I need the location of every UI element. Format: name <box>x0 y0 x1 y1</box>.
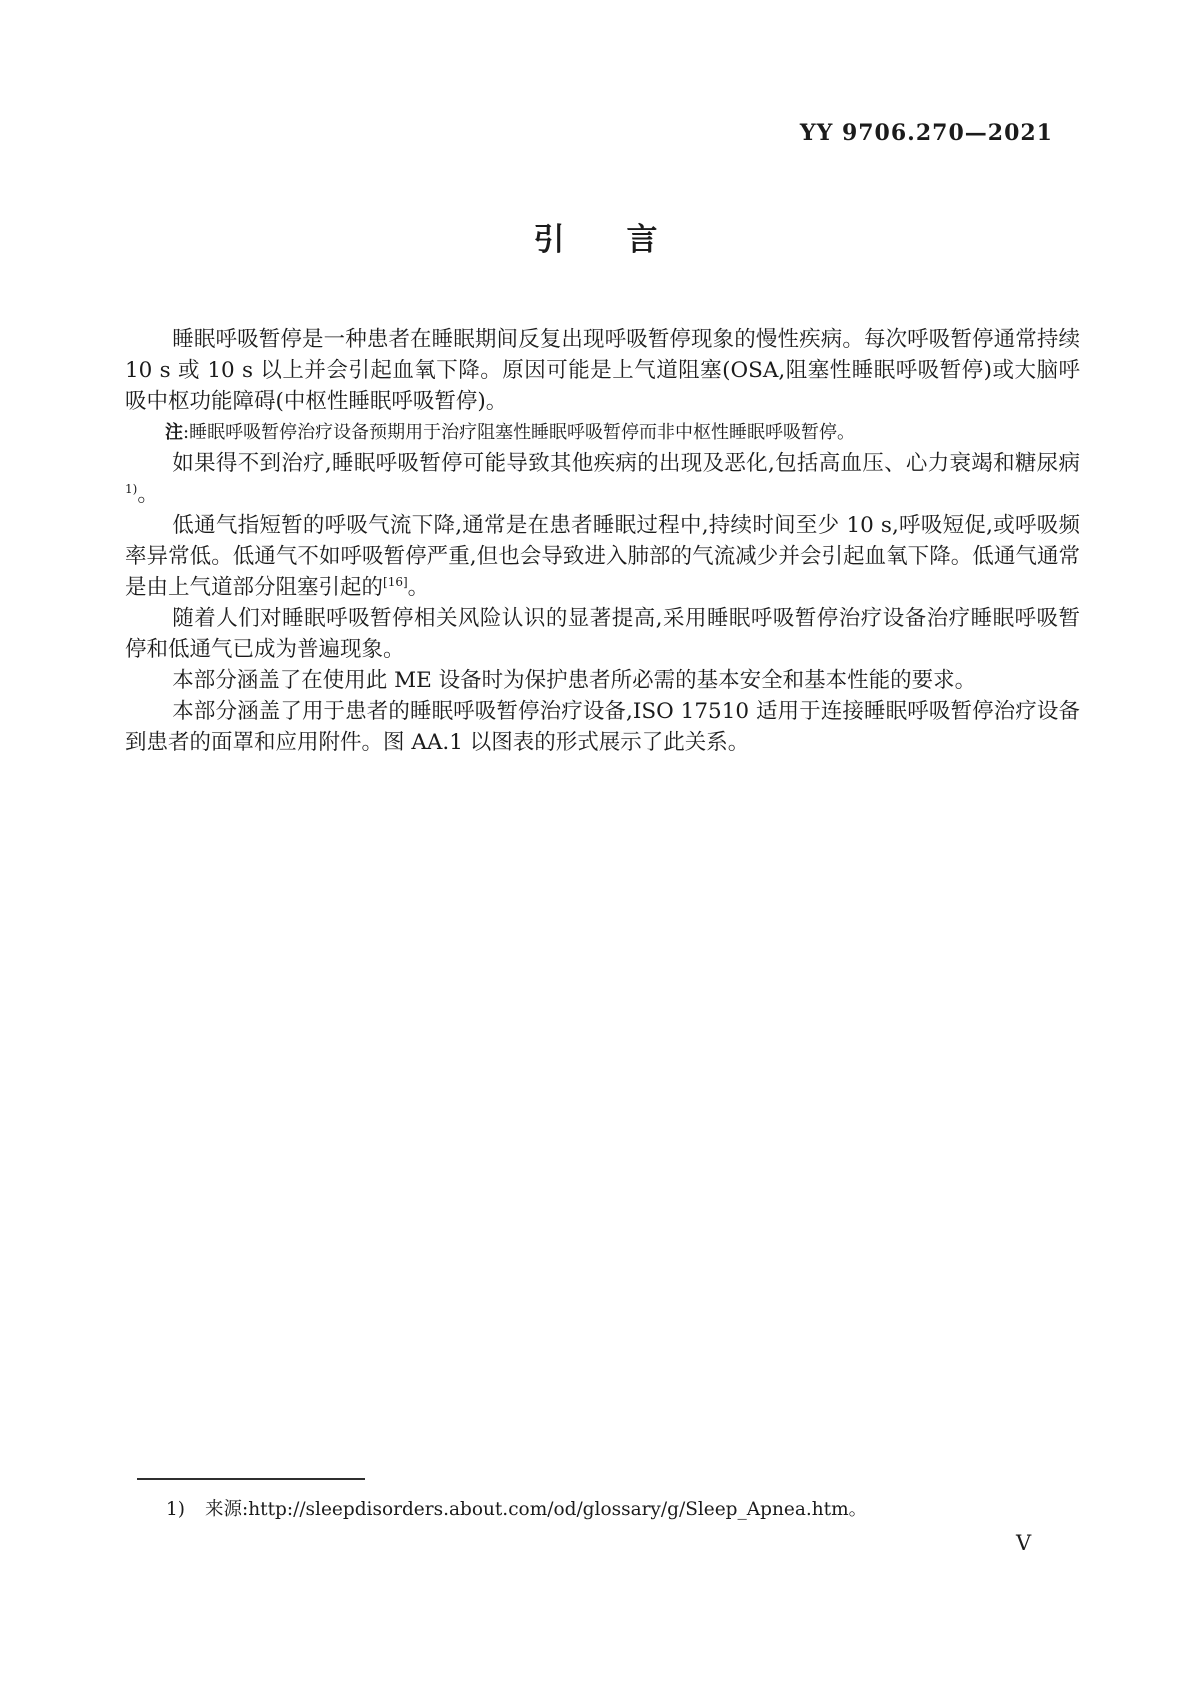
bibliography-reference-16: [16] <box>383 574 408 589</box>
doc-number: YY 9706.270—2021 <box>799 120 1053 146</box>
paragraph-rising-awareness: 随着人们对睡眠呼吸暂停相关风险认识的显著提高,采用睡眠呼吸暂停治疗设备治疗睡眠呼吸暂停和低通气已成为普遍现象。 <box>125 606 1080 662</box>
body-text <box>125 324 1080 758</box>
paragraph-hypopnea <box>125 510 1080 603</box>
paragraph-scope-me-equipment: 本部分涵盖了在使用此 ME 设备时为保护患者所必需的基本安全和基本性能的要求。 <box>172 668 977 693</box>
footnote <box>166 1497 867 1523</box>
note-text: :睡眠呼吸暂停治疗设备预期用于治疗阻塞性睡眠呼吸暂停而非中枢性睡眠呼吸暂停。 <box>183 422 856 443</box>
footnote-divider <box>137 1478 365 1480</box>
footnote-marker: 1) <box>166 1499 185 1520</box>
page-number: V <box>1016 1531 1032 1555</box>
paragraph-untreated-risks <box>125 448 1080 510</box>
note-label: 注 <box>165 422 183 443</box>
note-line <box>125 417 1080 448</box>
paragraph-untreated-risks-text: 如果得不到治疗,睡眠呼吸暂停可能导致其他疾病的出现及恶化,包括高血压、心力衰竭和糖尿病 <box>172 451 1080 476</box>
paragraph-sleep-apnea-definition: 睡眠呼吸暂停是一种患者在睡眠期间反复出现呼吸暂停现象的慢性疾病。每次呼吸暂停通常持续10 s 或 10 s 以上并会引起血氧下降。原因可能是上气道阻塞(OSA,阻塞性睡眠呼吸暂停)或大脑呼吸中枢功能障碍(中枢性睡眠呼吸暂停)。 <box>125 327 1080 414</box>
footnote-text: 来源:http://sleepdisorders.about.com/od/glossary/g/Sleep_Apnea.htm。 <box>205 1499 868 1520</box>
paragraph-hypopnea-text: 低通气指短暂的呼吸气流下降,通常是在患者睡眠过程中,持续时间至少 10 s,呼吸短促,或呼吸频率异常低。低通气不如呼吸暂停严重,但也会导致进入肺部的气流减少并会引起血氧下降。低通气通常是由上气道部分阻塞引起的 <box>125 513 1080 600</box>
paragraph-untreated-risks-period: 。 <box>137 482 159 507</box>
footnote-reference-1: 1) <box>125 481 138 496</box>
page-title: 引 言 <box>533 222 658 258</box>
paragraph-scope-iso17510: 本部分涵盖了用于患者的睡眠呼吸暂停治疗设备,ISO 17510 适用于连接睡眠呼吸暂停治疗设备到患者的面罩和应用附件。图 AA.1 以图表的形式展示了此关系。 <box>125 699 1080 755</box>
paragraph-hypopnea-period: 。 <box>407 575 430 600</box>
